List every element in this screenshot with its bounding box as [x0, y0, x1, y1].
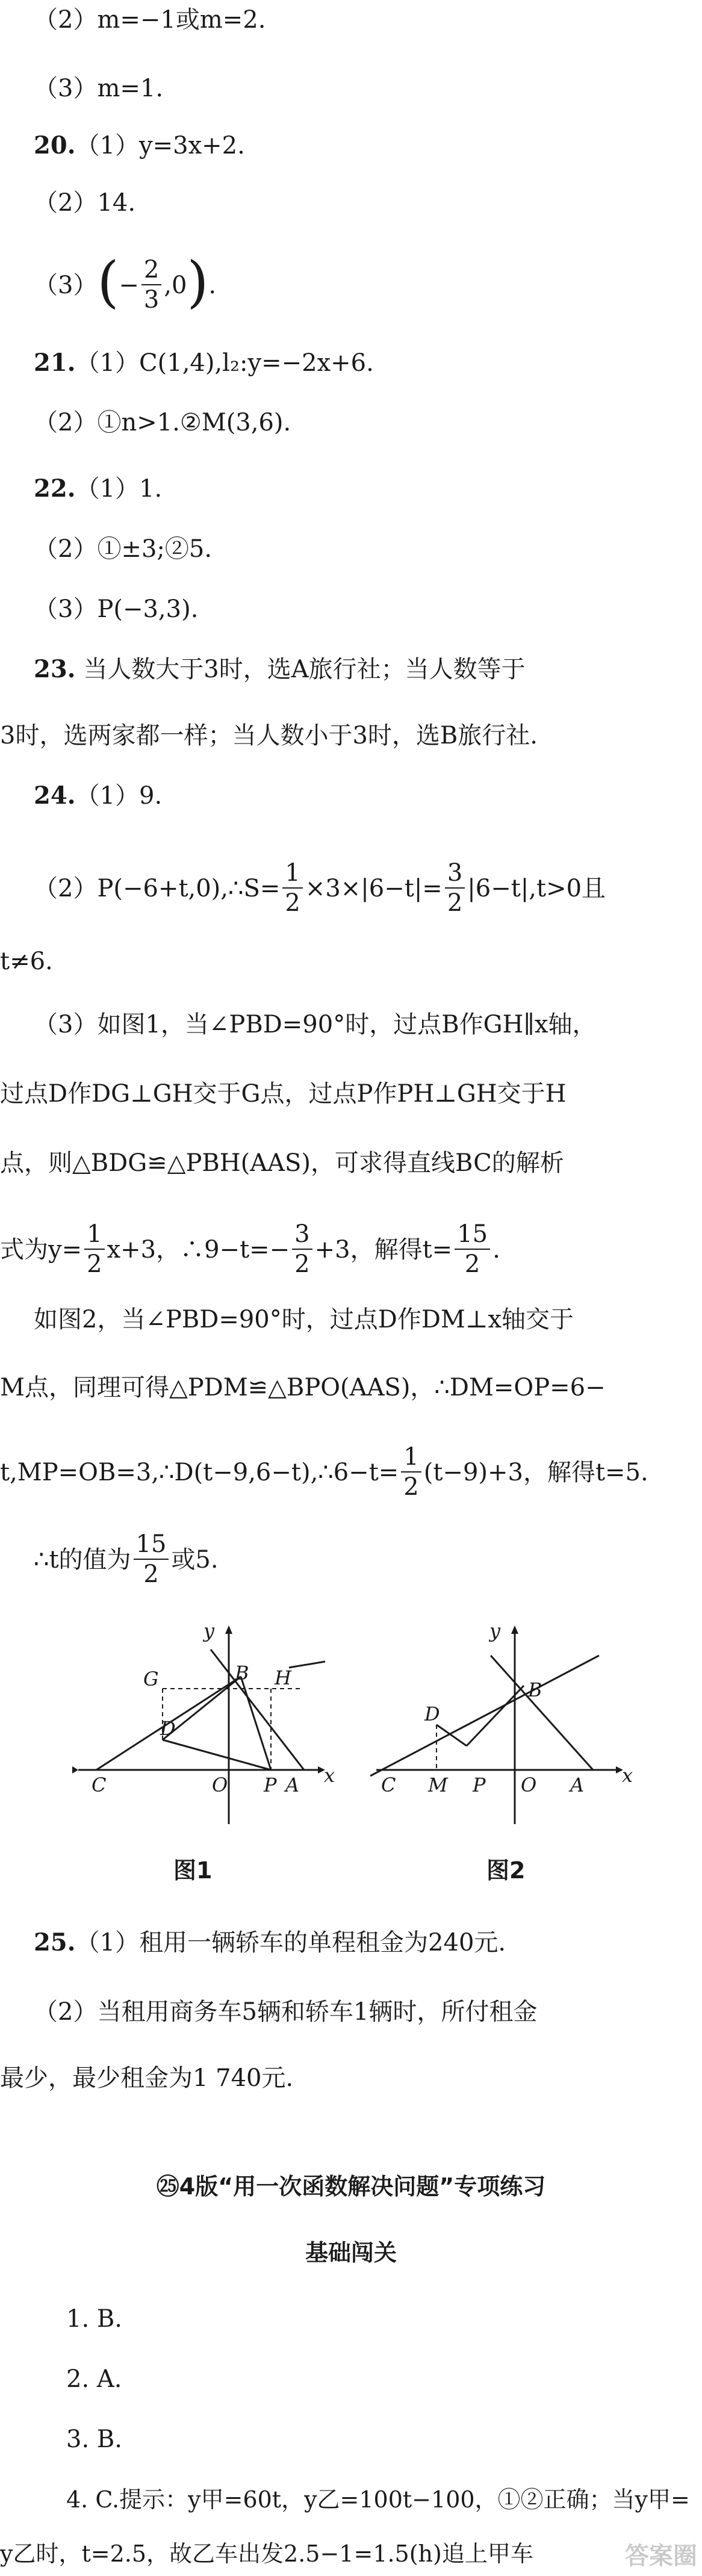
fraction-fifteen-half: $\frac{15}{2}$: [455, 1220, 490, 1279]
fraction-half: $\frac{1}{2}$: [282, 858, 302, 917]
q24-part2-cont: t≠6.: [0, 948, 53, 975]
q24-3-line1: （3）如图1，当∠PBD=90°时，过点B作GH∥x轴，: [34, 1011, 597, 1038]
fig1-label-d: D: [160, 1717, 176, 1740]
q23-text-a: 当人数大于3时，选A旅行社；当人数等于: [83, 656, 526, 683]
fig1-label-a: A: [285, 1774, 300, 1796]
fig2-label-d: D: [424, 1702, 440, 1725]
q24-3-line2: 过点D作DG⊥GH交于G点，过点P作PH⊥GH交于H: [0, 1080, 567, 1108]
q20-3-prefix: （3）: [34, 272, 98, 299]
q20-part2: （2）14.: [34, 189, 136, 217]
answer-4-line1: 4. C.提示：y甲=60t，y乙=100t−100，①②正确；当y甲=: [66, 2486, 690, 2513]
fig2-label-c: C: [381, 1774, 396, 1796]
fig1-label-o: O: [212, 1774, 228, 1796]
q25-part2-line1: （2）当租用商务车5辆和轿车1辆时，所付租金: [34, 1998, 538, 2026]
q22-number: 22.: [34, 474, 76, 503]
q24-4-line3: t,MP=OB=3,∴D(t−9,6−t),∴6−t= $\frac{1}{2}$ (t−9)+3，解得t=5.: [0, 1443, 648, 1501]
fig1-label-y: y: [203, 1619, 215, 1642]
q22-part2: （2）①±3;②5.: [34, 535, 213, 563]
figure-1-caption: 图1: [173, 1857, 213, 1884]
answer-3: 3. B.: [66, 2425, 122, 2453]
fig2-label-p: P: [473, 1774, 486, 1796]
fig1-label-b: B: [235, 1662, 249, 1684]
q24-number: 24.: [34, 781, 76, 810]
q24-1-text: （1）9.: [75, 782, 163, 810]
answer-2: 2. A.: [66, 2365, 122, 2393]
q25-part1: 25.（1）租用一辆轿车的单程租金为240元.: [34, 1928, 506, 1957]
fig1-label-x: x: [324, 1764, 335, 1787]
fig2-label-y: y: [489, 1619, 501, 1642]
fig2-line-cb: [370, 1656, 599, 1776]
q24-4-line1: 如图2，当∠PBD=90°时，过点D作DM⊥x轴交于: [34, 1306, 574, 1333]
fig1-label-c: C: [92, 1774, 107, 1796]
fig1-line-bp: [241, 1677, 271, 1770]
q24-4-line2: M点，同理可得△PDM≌△BPO(AAS)，∴DM=OP=6−: [0, 1374, 606, 1401]
fig2-line-ab: [491, 1656, 593, 1770]
answer-1: 1. B.: [66, 2305, 122, 2333]
fig2-label-o: O: [521, 1774, 537, 1796]
q24-3-line3: 点，则△BDG≌△PBH(AAS)，可求得直线BC的解析: [0, 1149, 564, 1177]
fig2-label-b: B: [528, 1678, 542, 1701]
q22-1-text: （1）1.: [75, 475, 163, 503]
figure-2: [370, 1619, 635, 1836]
fig1-line-ext: [289, 1662, 325, 1668]
q20-part3: （3）(− $\frac{2}{3}$ ,0).: [34, 250, 217, 314]
watermark-logo: 答案圈: [625, 2542, 697, 2570]
q22-part1: [34, 473, 162, 505]
fig2-label-a: A: [570, 1774, 585, 1796]
q24-3-line4: 式为y= $\frac{1}{2}$ x+3，∴9−t=− $\frac{3}{2}$ +3，解得t= $\frac{15}{2}$ .: [0, 1220, 500, 1278]
q22-part3: （3）P(−3,3).: [34, 595, 199, 623]
q20-part1: [34, 129, 245, 162]
q21-part1: [34, 347, 374, 379]
q24-5-line: ∴t的值为 $\frac{15}{2}$ 或5.: [34, 1530, 219, 1588]
line-19-3: （3）m=1.: [34, 75, 164, 102]
q25-number: 25.: [34, 1928, 76, 1957]
q21-1-text: （1）C(1,4),l₂:y=−2x+6.: [75, 349, 374, 377]
q20-1-text: （1）y=3x+2.: [75, 132, 245, 160]
section-subtitle: 基础闯关: [305, 2239, 397, 2266]
fig1-line-dp: [163, 1740, 271, 1770]
q25-part2-line2: 最少，最少租金为1 740元.: [0, 2064, 294, 2092]
q23-line1: [34, 653, 526, 686]
q20-3-post: ,0: [164, 272, 187, 299]
fraction-three-half: $\frac{3}{2}$: [445, 858, 465, 917]
section-title: ㉕4版“用一次函数解决问题”专项练习: [156, 2173, 546, 2200]
q24-part1: [34, 780, 162, 812]
fig2-label-m: M: [428, 1774, 448, 1796]
fig1-label-h: H: [275, 1666, 291, 1689]
q21-part2: （2）①n>1.②M(3,6).: [34, 409, 291, 436]
q24-part2: （2）P(−6+t,0),∴S= $\frac{1}{2}$ ×3×|6−t|= $\frac{3}{2}$ |6−t|,t>0且: [34, 859, 606, 917]
figure-1: [72, 1619, 337, 1836]
q23-line2: 3时，选两家都一样；当人数小于3时，选B旅行社.: [0, 722, 538, 750]
figure-2-caption: 图2: [486, 1857, 526, 1884]
q20-number: 20.: [34, 131, 76, 160]
q21-number: 21.: [34, 349, 76, 377]
fig1-label-g: G: [143, 1668, 159, 1690]
q20-3-fraction: $\frac{2}{3}$: [141, 255, 161, 314]
fig1-label-p: P: [264, 1774, 277, 1796]
answer-4-line2: y乙时，t=2.5，故乙车出发2.5−1=1.5(h)追上甲车: [0, 2540, 533, 2567]
fig2-label-x: x: [622, 1764, 633, 1787]
line-19-2: （2）m=−1或m=2.: [34, 6, 266, 34]
q23-number: 23.: [34, 655, 76, 683]
